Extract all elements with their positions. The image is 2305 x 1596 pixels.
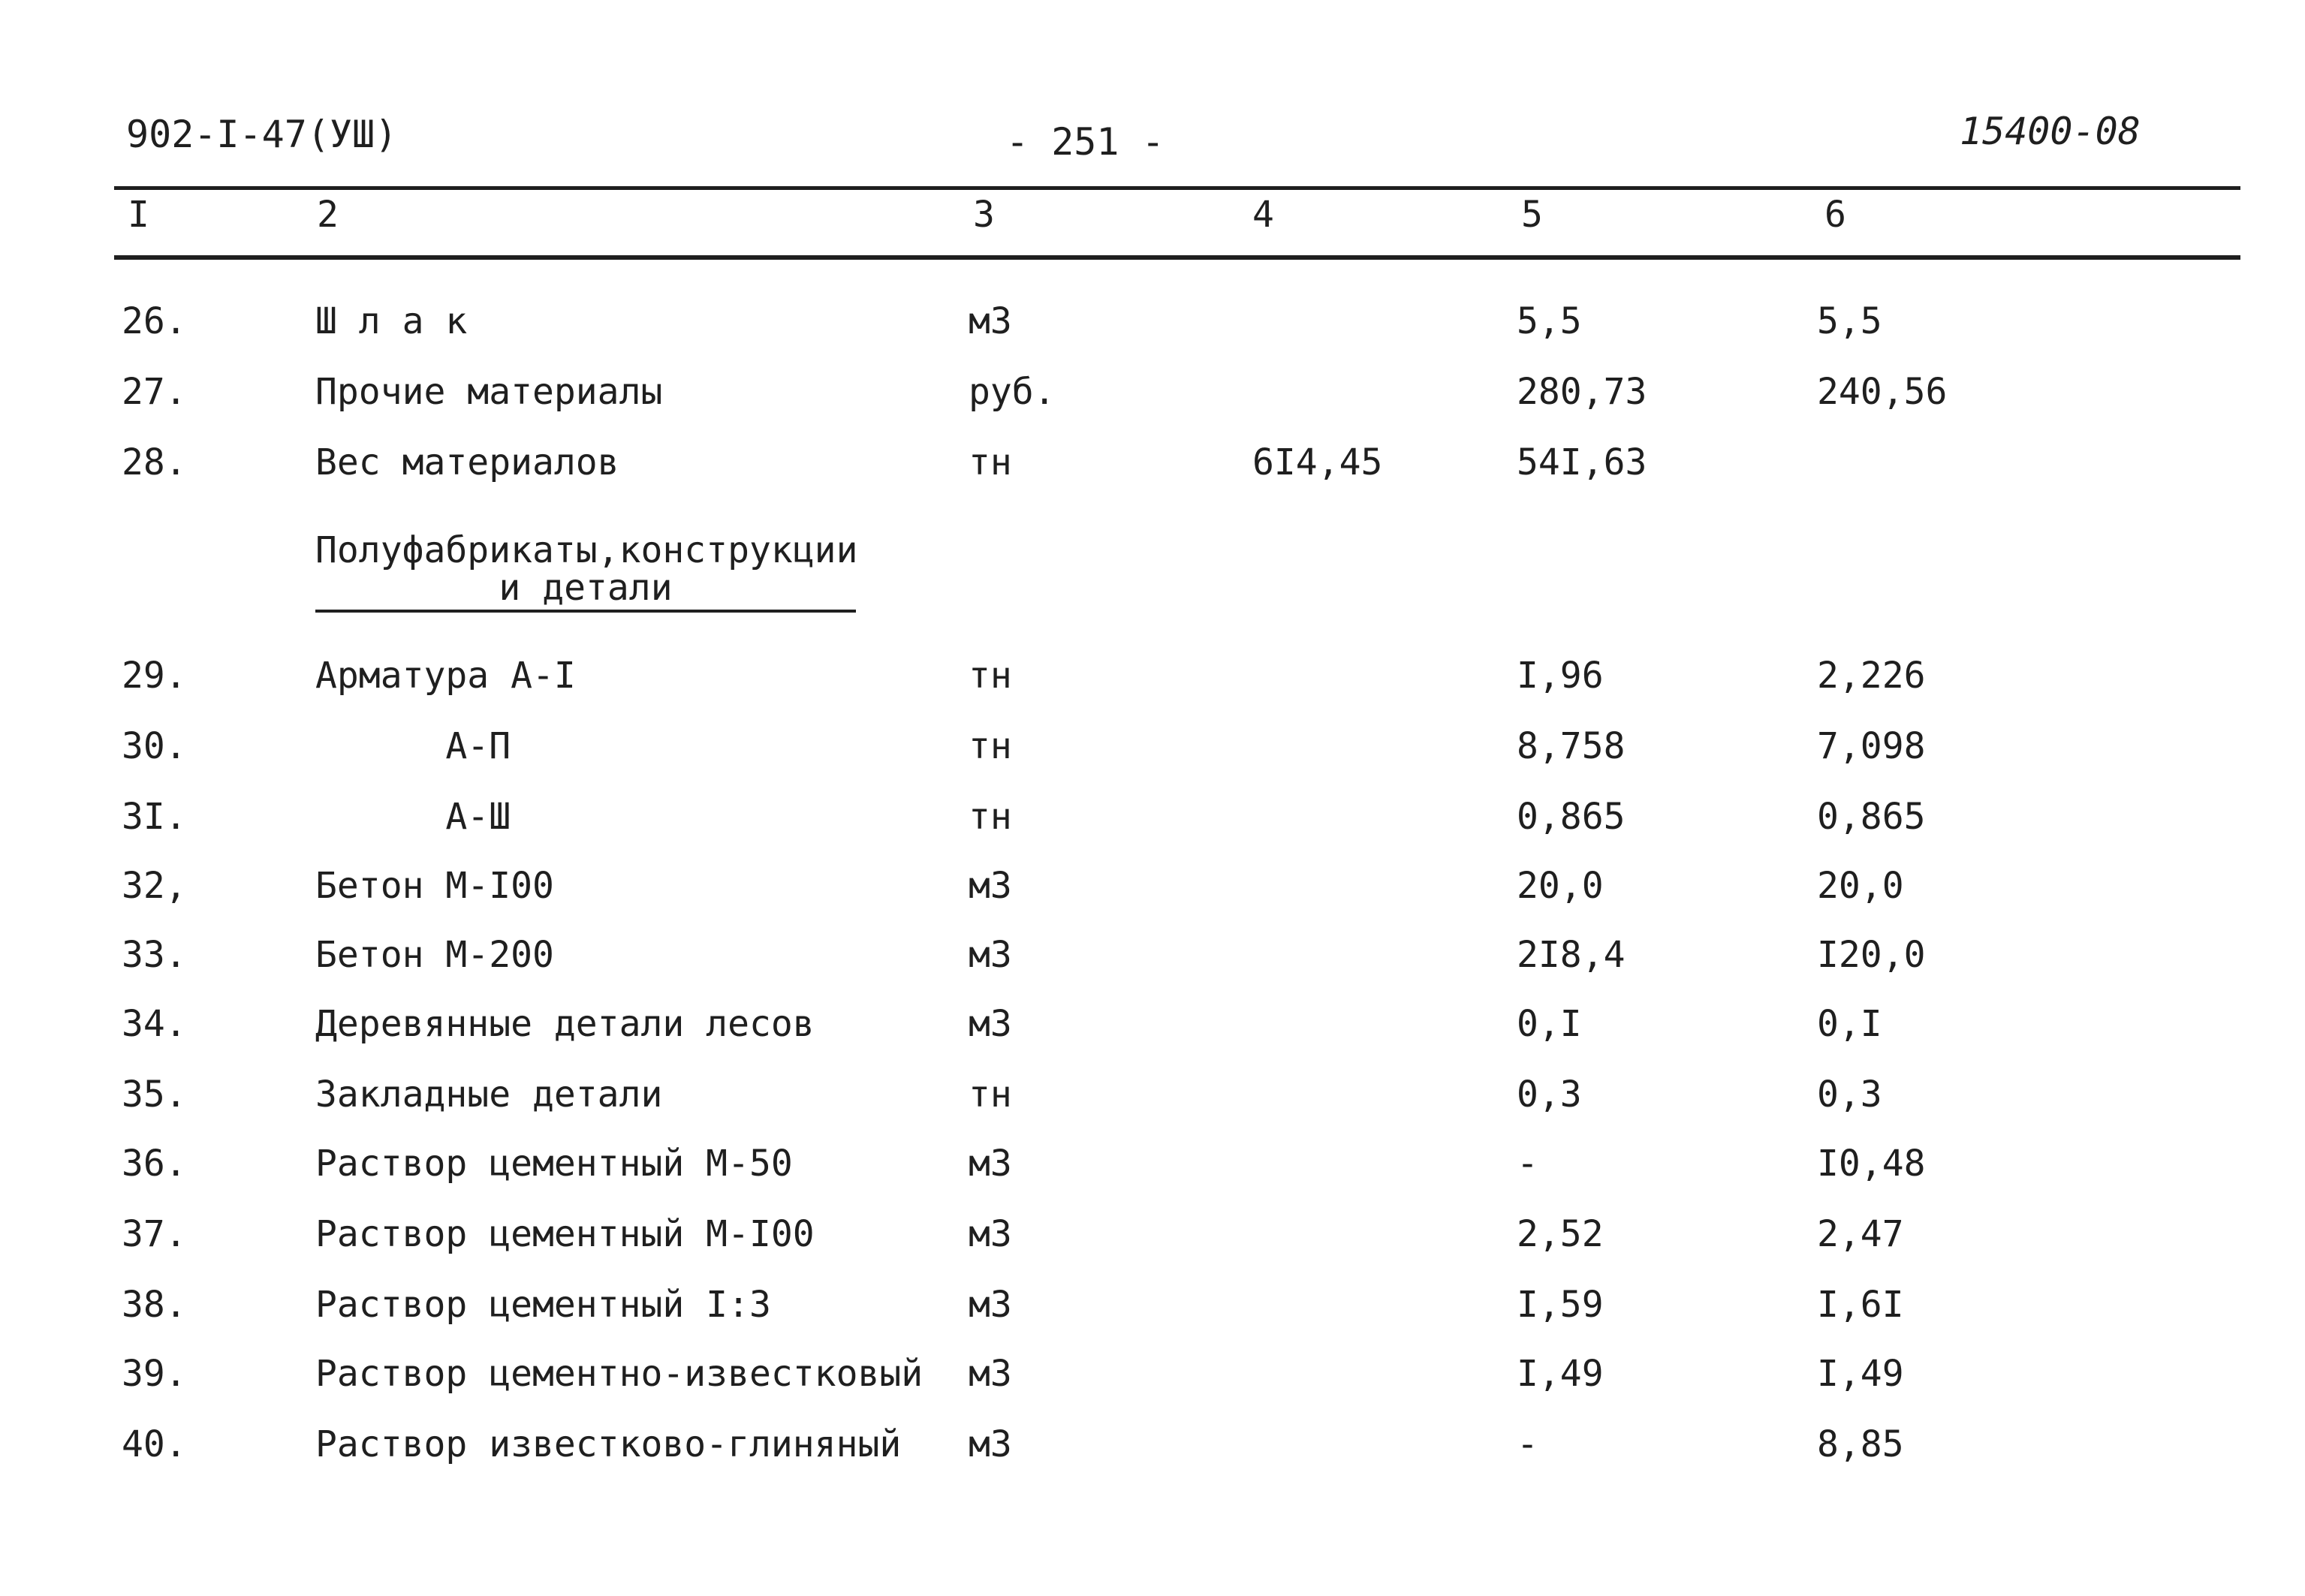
row-col6: I,49 [1817, 1353, 1904, 1395]
row-number: 3I. [122, 796, 187, 838]
row-col6: 240,56 [1817, 371, 1948, 413]
row-col6: 7,098 [1817, 725, 1926, 767]
row-name: Раствор цементный М-I00 [315, 1213, 815, 1255]
column-number-1: I [128, 194, 149, 236]
row-col6: I0,48 [1817, 1143, 1926, 1185]
row-col5: I,96 [1517, 655, 1604, 697]
row-unit: м3 [969, 1353, 1012, 1395]
row-name: Бетон М-200 [315, 934, 554, 976]
row-name: Арматура А-I [315, 655, 576, 697]
section-heading [315, 531, 856, 607]
row-name: Раствор цементный М-50 [315, 1143, 793, 1185]
row-col5: 0,865 [1517, 796, 1626, 838]
row-unit: м3 [969, 300, 1012, 342]
row-unit: м3 [969, 1213, 1012, 1255]
row-col5: 8,758 [1517, 725, 1626, 767]
row-col5: I,49 [1517, 1353, 1604, 1395]
row-unit: тн [969, 796, 1012, 838]
row-col6: 0,I [1817, 1003, 1882, 1045]
row-col6: 2,47 [1817, 1213, 1904, 1255]
section-heading-line1: Полуфабрикаты,конструкции [315, 529, 858, 571]
row-col6: I,6I [1817, 1284, 1904, 1326]
row-number: 27. [122, 371, 187, 413]
row-col5: 2I8,4 [1517, 934, 1626, 976]
row-unit: тн [969, 441, 1012, 483]
row-number: 36. [122, 1143, 187, 1185]
row-unit: м3 [969, 934, 1012, 976]
header-bottom-rule [114, 255, 2240, 260]
column-number-4: 4 [1252, 194, 1274, 236]
row-number: 39. [122, 1353, 187, 1395]
row-unit: м3 [969, 1284, 1012, 1326]
row-unit: м3 [969, 865, 1012, 907]
row-unit: руб. [969, 371, 1056, 413]
row-name: Ш л а к [315, 300, 468, 342]
header-top-rule [114, 186, 2240, 190]
row-unit: тн [969, 1074, 1012, 1116]
row-col5: 54I,63 [1517, 441, 1647, 483]
row-number: 28. [122, 441, 187, 483]
section-heading-line2: и детали [499, 567, 673, 609]
row-unit: м3 [969, 1423, 1012, 1465]
row-name: Вес материалов [315, 441, 619, 483]
row-col5: 280,73 [1517, 371, 1647, 413]
row-number: 26. [122, 300, 187, 342]
row-number: 32, [122, 865, 187, 907]
row-unit: м3 [969, 1003, 1012, 1045]
page-number: - 251 - [1006, 120, 1165, 164]
row-col6: 20,0 [1817, 865, 1904, 907]
row-unit: м3 [969, 1143, 1012, 1185]
doc-reference: 15400-08 [1960, 110, 2141, 153]
row-col6: 0,3 [1817, 1074, 1882, 1116]
column-number-3: 3 [973, 194, 995, 236]
row-number: 34. [122, 1003, 187, 1045]
row-col5: 2,52 [1517, 1213, 1604, 1255]
doc-code: 902-I-47(УШ) [126, 113, 398, 156]
row-name: Прочие материалы [315, 371, 663, 413]
row-number: 30. [122, 725, 187, 767]
row-col5: 0,I [1517, 1003, 1582, 1045]
row-col5: - [1517, 1143, 1538, 1185]
row-unit: тн [969, 655, 1012, 697]
row-col5: 20,0 [1517, 865, 1604, 907]
column-number-5: 5 [1521, 194, 1543, 236]
row-col6: I20,0 [1817, 934, 1926, 976]
row-number: 40. [122, 1423, 187, 1465]
row-name: Бетон М-I00 [315, 865, 554, 907]
row-name: Деревянные детали лесов [315, 1003, 815, 1045]
row-name: А-П [315, 725, 511, 767]
row-col5: 5,5 [1517, 300, 1582, 342]
row-col6: 5,5 [1817, 300, 1882, 342]
column-number-2: 2 [317, 194, 339, 236]
section-heading-underline [315, 610, 856, 613]
row-col6: 2,226 [1817, 655, 1926, 697]
row-col4: 6I4,45 [1252, 441, 1383, 483]
row-col6: 0,865 [1817, 796, 1926, 838]
row-col5: 0,3 [1517, 1074, 1582, 1116]
row-col6: 8,85 [1817, 1423, 1904, 1465]
row-col5: - [1517, 1423, 1538, 1465]
row-number: 29. [122, 655, 187, 697]
row-number: 37. [122, 1213, 187, 1255]
row-name: Раствор цементный I:3 [315, 1284, 771, 1326]
row-number: 35. [122, 1074, 187, 1116]
row-number: 38. [122, 1284, 187, 1326]
row-number: 33. [122, 934, 187, 976]
row-name: Закладные детали [315, 1074, 663, 1116]
row-name: Раствор известково-глиняный [315, 1423, 902, 1465]
row-name: Раствор цементно-известковый [315, 1353, 924, 1395]
row-col5: I,59 [1517, 1284, 1604, 1326]
column-number-6: 6 [1824, 194, 1846, 236]
row-unit: тн [969, 725, 1012, 767]
row-name: А-Ш [315, 796, 511, 838]
